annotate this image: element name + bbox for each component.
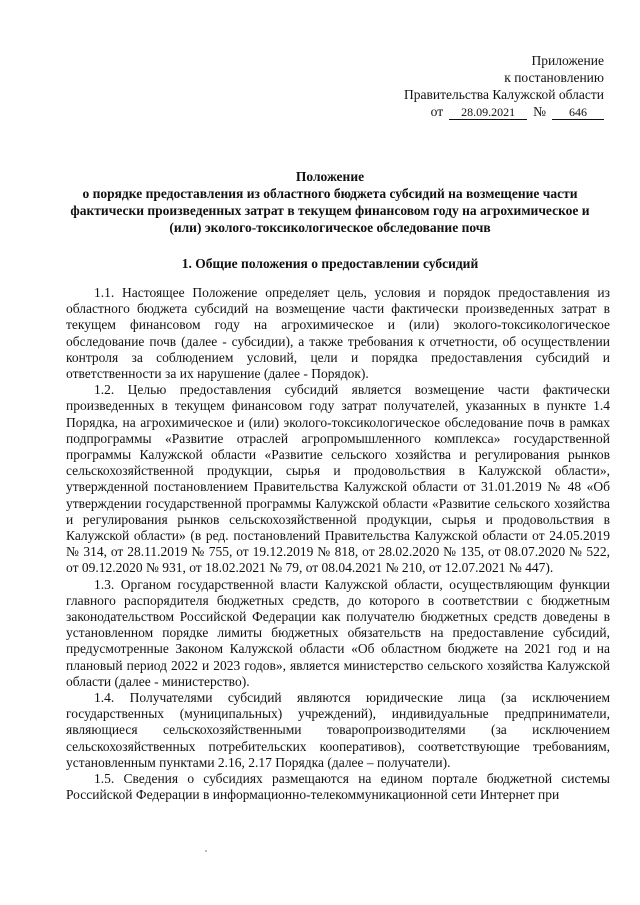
- government-name: Правительства Калужской области: [403, 87, 604, 102]
- scan-speck: [205, 850, 207, 852]
- document-title: [60, 168, 600, 236]
- number-label: №: [533, 104, 546, 119]
- paragraph-1-5: 1.5. Сведения о субсидиях размещаются на едином портале бюджетной системы Российской Федерации в информационно-телекоммуникационной сети Интернет при: [66, 771, 610, 803]
- title-line-2: о порядке предоставления из областного бюджета субсидий на возмещение части: [82, 186, 578, 201]
- paragraph-1-4: 1.4. Получателями субсидий являются юридические лица (за исключением государственных (муниципальных) учреждений), индивидуальные предприниматели, являющиеся сельскохозяйственными товаропроизводителями (за исключением сельскохозяйственных потребительских кооперативов), соответствующие требованиям, установленным пунктами 2.16, 2.17 Порядка (далее – получатели).: [66, 690, 610, 770]
- from-label: от: [430, 104, 444, 119]
- decree-number: 646: [552, 106, 604, 120]
- decree-date-row: [404, 103, 604, 120]
- decree-reference: к постановлению: [504, 70, 604, 85]
- paragraph-1-1: 1.1. Настоящее Положение определяет цель, условия и порядок предоставления из областного бюджета субсидий на возмещение части фактически произведенных затрат в текущем финансовом году на агрохимическое и (или) эколого-токсикологическое обследование почв (далее - субсидии), а также требования к отчетности, об осуществлении контроля за соблюдением условий, цели и порядка предоставления субсидий и ответственности за их нарушение (далее - Порядок).: [66, 285, 610, 382]
- title-line-3: фактически произведенных затрат в текущем финансовом году на агрохимическое и: [70, 203, 590, 218]
- title-line-1: Положение: [295, 169, 365, 184]
- paragraph-1-2: 1.2. Целью предоставления субсидий является возмещение части фактически произведенных в текущем финансовом году затрат получателей, указанных в пункте 1.4 Порядка, на агрохимическое и (или) эколого-токсикологическое обследование почв в рамках подпрограммы «Развитие отраслей агропромышленного комплекса» государственной программы Калужской области «Развитие сельского хозяйства и регулирования рынков сельскохозяйственной продукции, сырья и продовольствия в Калужской области», утвержденной постановлением Правительства Калужской области от 31.01.2019 № 48 «Об утверждении государственной программы Калужской области «Развитие сельского хозяйства и регулирования рынков сельскохозяйственной продукции, сырья и продовольствия в Калужской области» (в ред. постановлений Правительства Калужской области от 24.05.2019 № 314, от 28.11.2019 № 755, от 19.12.2019 № 818, от 28.02.2020 № 135, от 08.07.2020 № 522, от 09.12.2020 № 931, от 18.02.2021 № 79, от 08.04.2021 № 210, от 12.07.2021 № 447).: [66, 382, 610, 576]
- decree-date: 28.09.2021: [449, 106, 527, 120]
- title-line-4: (или) эколого-токсикологическое обследование почв: [169, 220, 491, 235]
- appendix-header: [404, 52, 604, 120]
- document-body: [66, 285, 610, 804]
- appendix-label: Приложение: [531, 53, 604, 68]
- paragraph-1-3: 1.3. Органом государственной власти Калужской области, осуществляющим функции главного распорядителя бюджетных средств, до которого в соответствии с бюджетным законодательством Российской Федерации как получателю бюджетных средств доведены в установленном порядке лимиты бюджетных обязательств на предоставление субсидий, предусмотренные Законом Калужской области «Об областном бюджете на 2021 год и на плановый период 2022 и 2023 годов», является министерство сельского хозяйства Калужской области (далее - министерство).: [66, 576, 610, 689]
- section-heading: 1. Общие положения о предоставлении субсидий: [181, 256, 479, 271]
